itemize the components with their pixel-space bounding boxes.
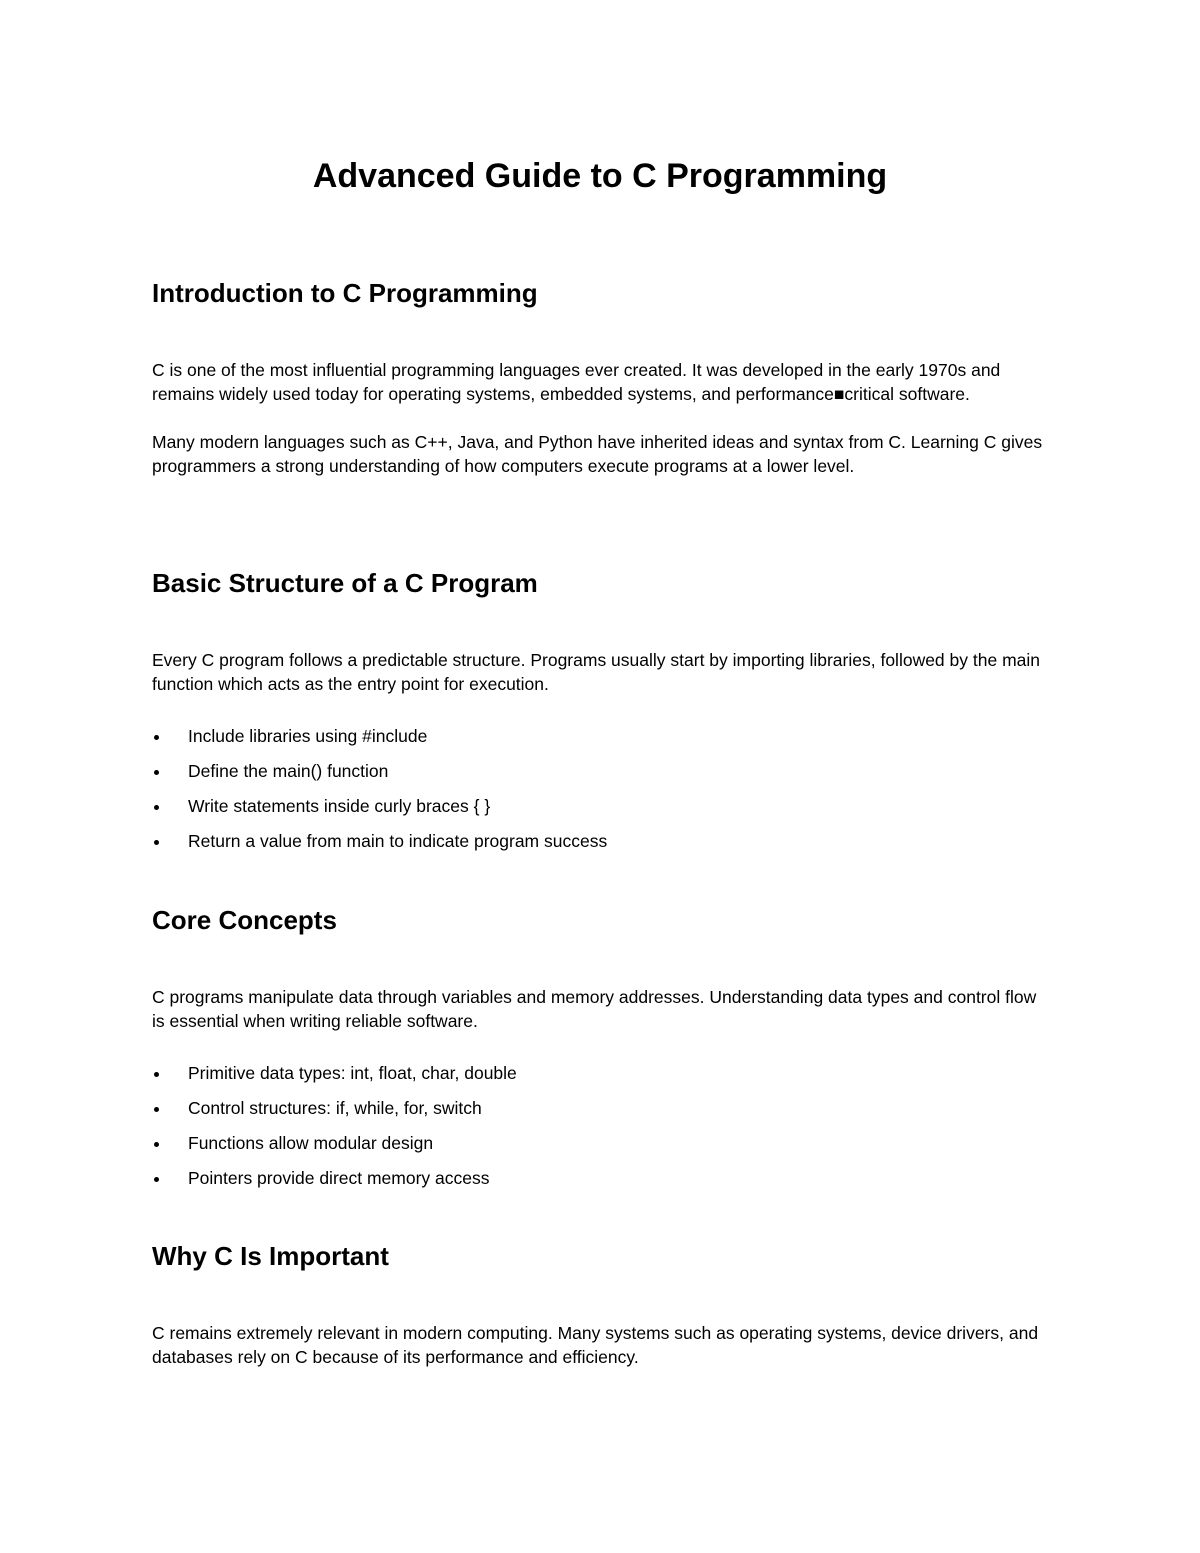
bullet-list [152,1061,1052,1201]
list-item-text: Write statements inside curly braces { } [188,796,491,816]
list-item [152,759,1052,794]
bullet-icon [154,1177,159,1182]
section-introduction [152,276,1052,478]
document-title: Advanced Guide to C Programming [312,157,888,195]
section-core-concepts [152,903,1052,1201]
section-why-c-important [152,1239,1052,1369]
list-item [152,1096,1052,1131]
list-item [152,1061,1052,1096]
bullet-icon [154,735,159,740]
paragraph: Many modern languages such as C++, Java, and Python have inherited ideas and syntax from C. Learning C gives programmers a strong understanding of how computers execute programs at a lower level. [152,432,1043,476]
list-item [152,1166,1052,1201]
bullet-icon [154,1142,159,1147]
section-heading: Introduction to C Programming [152,278,538,308]
bullet-icon [154,1107,159,1112]
paragraph: C programs manipulate data through variables and memory addresses. Understanding data types and control flow is essential when writing reliable software. [152,987,1037,1031]
bullet-icon [154,1072,159,1077]
list-item [152,1131,1052,1166]
bullet-icon [154,840,159,845]
list-item-text: Return a value from main to indicate program success [188,831,608,851]
list-item [152,794,1052,829]
bullet-list [152,724,1052,864]
list-item-text: Pointers provide direct memory access [188,1168,490,1188]
list-item-text: Control structures: if, while, for, switch [188,1098,482,1118]
section-basic-structure [152,566,1052,864]
list-item [152,829,1052,864]
bullet-icon [154,770,159,775]
section-heading: Basic Structure of a C Program [152,568,538,598]
list-item [152,724,1052,759]
section-heading: Why C Is Important [152,1241,389,1271]
paragraph: Every C program follows a predictable structure. Programs usually start by importing libraries, followed by the main function which acts as the entry point for execution. [152,650,1040,694]
list-item-text: Primitive data types: int, float, char, double [188,1063,517,1083]
list-item-text: Include libraries using #include [188,726,428,746]
paragraph: C remains extremely relevant in modern computing. Many systems such as operating systems, device drivers, and databases rely on C because of its performance and efficiency. [152,1323,1039,1367]
bullet-icon [154,805,159,810]
list-item-text: Define the main() function [188,761,389,781]
list-item-text: Functions allow modular design [188,1133,434,1153]
paragraph: C is one of the most influential programming languages ever created. It was developed in the early 1970s and remains widely used today for operating systems, embedded systems, and performance■critical software. [152,360,1001,404]
section-heading: Core Concepts [152,905,337,935]
